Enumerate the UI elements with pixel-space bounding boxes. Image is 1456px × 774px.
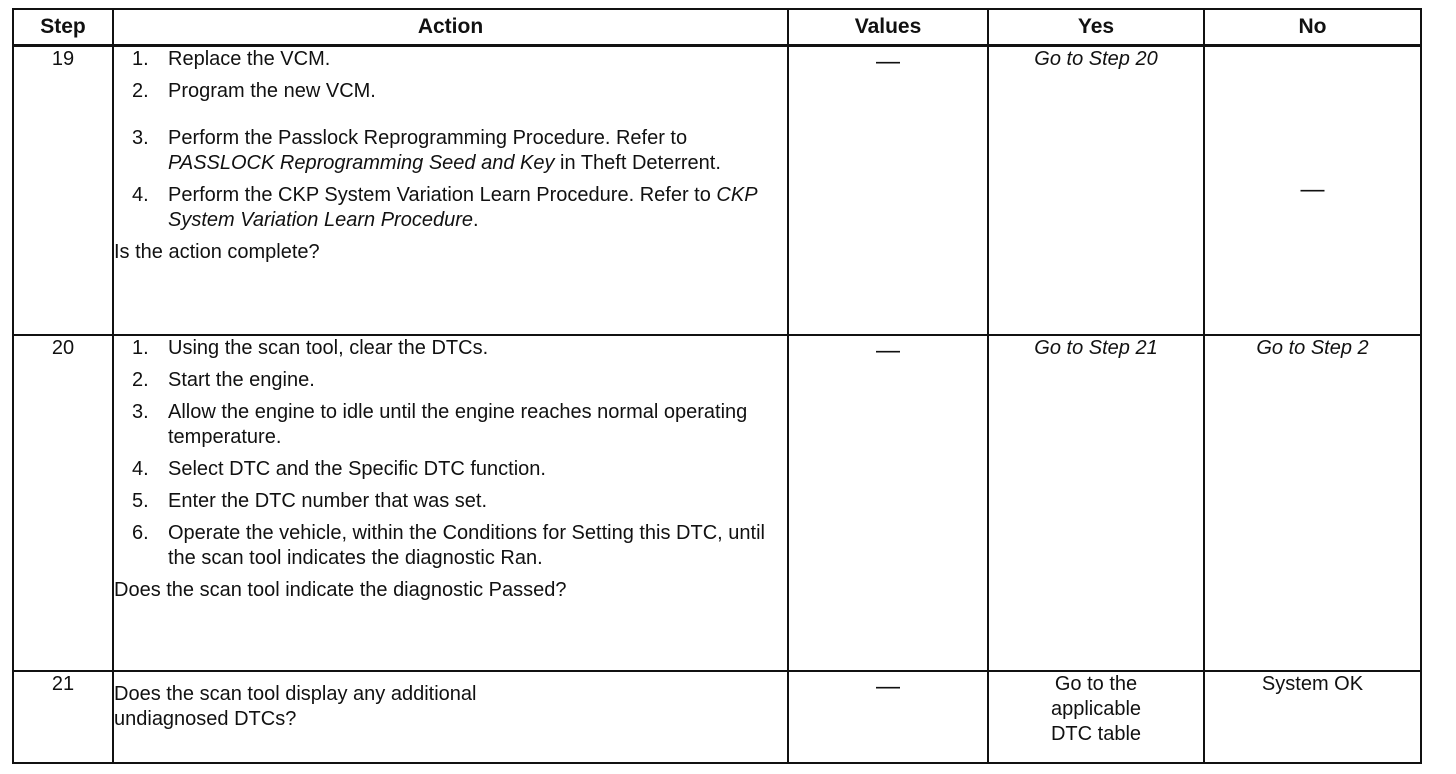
table-row (13, 335, 1421, 671)
item-text: Enter the DTC number that was set. (168, 489, 488, 512)
no-goto: Go to Step 2 (1256, 336, 1369, 359)
action-question: Does the scan tool display any additional undiagnosed DTCs? (114, 682, 477, 730)
item-text-part: . (472, 209, 479, 231)
list-item (132, 368, 787, 393)
list-item (132, 400, 787, 450)
action-cell (113, 46, 788, 335)
reference-link-text: PASSLOCK Reprogramming Seed and Key (168, 152, 555, 174)
item-text (168, 126, 787, 176)
list-item (132, 457, 787, 482)
item-text: Select DTC and the Specific DTC function. (168, 457, 546, 480)
header-step: Step (13, 9, 113, 46)
action-cell (113, 671, 788, 763)
item-text-part: in Theft Deterrent. (554, 152, 721, 174)
values-cell: — (788, 46, 988, 335)
action-question: Does the scan tool indicate the diagnostic Passed? (114, 578, 567, 601)
list-item (132, 183, 787, 233)
no-cell (1204, 335, 1421, 671)
yes-line: DTC table (1050, 722, 1142, 745)
diagnostic-table-page (12, 8, 1420, 762)
header-row (13, 9, 1421, 46)
item-number: 1. (132, 48, 149, 70)
yes-goto: Go to Step 20 (1034, 48, 1158, 70)
step-number: 21 (13, 671, 113, 763)
list-item (132, 521, 787, 571)
yes-instruction (989, 672, 1203, 747)
step-number: 20 (13, 335, 113, 671)
no-cell: — (1204, 46, 1421, 335)
yes-goto: Go to Step 21 (1034, 336, 1158, 359)
item-number: 3. (132, 127, 149, 149)
item-number: 6. (132, 521, 149, 544)
item-text: Using the scan tool, clear the DTCs. (168, 336, 489, 359)
reference-link-text: CKP System Variation Learn Procedure (168, 184, 757, 231)
yes-line: applicable (1050, 697, 1142, 720)
values-cell: — (788, 335, 988, 671)
item-number: 2. (132, 368, 149, 391)
header-no: No (1204, 9, 1421, 46)
action-cell (113, 335, 788, 671)
list-item (132, 47, 787, 72)
item-text: Start the engine. (168, 368, 315, 391)
item-number: 2. (132, 80, 149, 102)
list-item (132, 126, 787, 176)
step-number: 19 (13, 46, 113, 335)
item-text-part: Perform the Passlock Reprogramming Procedure. Refer to (168, 127, 688, 149)
item-text-part: Perform the CKP System Variation Learn Procedure. Refer to (168, 184, 717, 206)
diagnostic-table (12, 8, 1422, 764)
list-item (132, 79, 787, 104)
item-text: Replace the VCM. (168, 48, 331, 70)
item-text: Operate the vehicle, within the Conditions for Setting this DTC, until the scan tool indicates the diagnostic Ran. (168, 521, 765, 569)
header-values: Values (788, 9, 988, 46)
item-number: 5. (132, 489, 149, 512)
header-yes: Yes (988, 9, 1204, 46)
action-question: Is the action complete? (114, 241, 320, 263)
table-row (13, 671, 1421, 763)
values-cell: — (788, 671, 988, 763)
yes-cell (988, 671, 1204, 763)
yes-cell (988, 335, 1204, 671)
list-item (132, 489, 787, 514)
item-text: Program the new VCM. (168, 80, 376, 102)
action-list (114, 47, 787, 233)
item-number: 4. (132, 457, 149, 480)
no-cell: System OK (1204, 671, 1421, 763)
item-text (168, 183, 787, 233)
item-number: 3. (132, 400, 149, 423)
item-text: Allow the engine to idle until the engine reaches normal operating temperature. (168, 400, 748, 448)
item-number: 1. (132, 336, 149, 359)
yes-line: Go to the (1054, 672, 1138, 695)
list-item (132, 336, 787, 361)
item-number: 4. (132, 184, 149, 206)
yes-cell (988, 46, 1204, 335)
action-list (114, 336, 787, 571)
header-action: Action (113, 9, 788, 46)
table-row (13, 46, 1421, 335)
